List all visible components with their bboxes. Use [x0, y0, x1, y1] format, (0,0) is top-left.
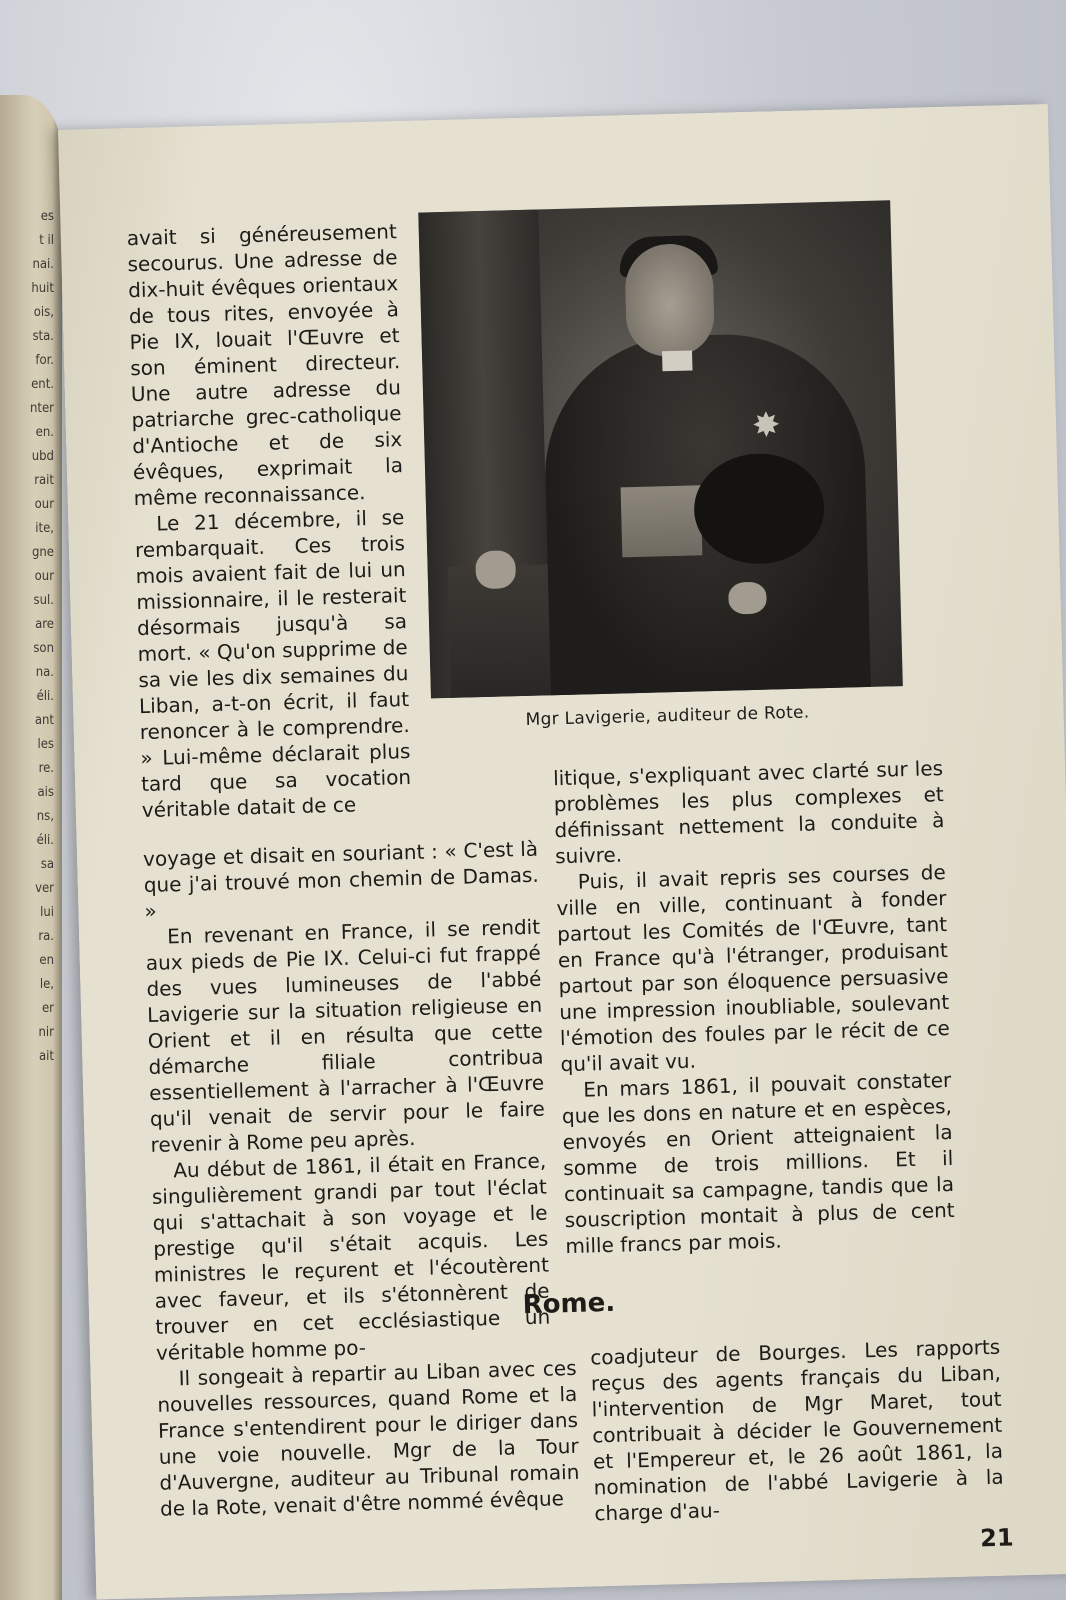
facing-page-edge — [0, 95, 62, 1600]
paragraph: coadjuteur de Bourges. Les rapports reçus des agents français du Liban, l'intervention de Mgr Maret, tout contribuait à décider le Gouvernement et l'Empereur et, le 26 août 1861, la nomination de l'abbé Lavigerie à la charge d'au- — [590, 1334, 1004, 1526]
facing-page-fragment: t il — [39, 233, 54, 248]
paragraph: En revenant en France, il se rendit aux pieds de Pie IX. Celui-ci fut frappé des vues lumineuses de l'abbé Lavigerie sur la situation religieuse en Orient et il en résulta que cette démarche filiale contribua essentiellement à l'arracher à l'Œuvre qu'il venait de servir pour le faire revenir à Rome peu après. — [145, 914, 546, 1157]
photo-hand-right — [728, 582, 767, 615]
facing-page-fragment: ver — [35, 881, 54, 896]
facing-page-fragment: éli. — [36, 833, 54, 848]
facing-page-fragment: ite, — [35, 521, 54, 536]
facing-page-fragment: le, — [39, 977, 54, 992]
photo-caption: Mgr Lavigerie, auditeur de Rote. — [525, 702, 810, 730]
facing-page-text-fragments — [14, 205, 54, 1069]
facing-page-fragment: ubd — [31, 449, 54, 464]
facing-page-fragment: ra. — [38, 929, 54, 944]
facing-page-fragment: sa — [40, 857, 54, 872]
facing-page-fragment: are — [35, 617, 54, 632]
paragraph: Le 21 décembre, il se rembarquait. Ces trois mois avaient fait de lui un missionnaire, il le resterait désormais jusqu'à sa mort. « Qu'on supprime de sa vie les dix semaines du Liban, a-t-on écrit, il faut renoncer à le comprendre. » Lui-même déclarait plus tard que sa vocation véritable datait de ce — [134, 505, 412, 823]
photo-collar — [662, 350, 693, 371]
facing-page-fragment: gne — [31, 545, 54, 560]
facing-page-fragment: en — [39, 953, 54, 968]
facing-page-fragment: re. — [38, 761, 54, 776]
facing-page-fragment: na. — [35, 665, 54, 680]
book-page — [58, 104, 1066, 1599]
facing-page-fragment: éli. — [36, 689, 54, 704]
facing-page-fragment: nir — [38, 1025, 54, 1040]
column-left-top — [127, 218, 413, 823]
facing-page-fragment: les — [37, 737, 54, 752]
section-heading: Rome. — [522, 1287, 616, 1321]
photo-sash — [621, 485, 703, 557]
facing-page-fragment: ait — [39, 1049, 54, 1064]
facing-page-fragment: son — [33, 641, 54, 656]
decoration-star-icon: ✸ — [751, 405, 781, 446]
paragraph: Au début de 1861, il était en France, singulièrement grandi par tout l'éclat qui s'attachait à son voyage et le prestige qu'il s'était acquis. Les ministres le reçurent et l'écoutèrent avec faveur, et ils s'étonnèrent de trouver en cet ecclésiastique un véritable homme po- — [151, 1148, 551, 1365]
facing-page-fragment: for. — [35, 353, 54, 368]
page-number: 21 — [979, 1523, 1014, 1553]
facing-page-fragment: sul. — [33, 593, 54, 608]
facing-page-fragment: our — [34, 497, 54, 512]
facing-page-fragment: ant — [34, 713, 54, 728]
facing-page-fragment: er — [41, 1001, 54, 1016]
paragraph: litique, s'expliquant avec clarté sur les problèmes les plus complexes et définissant nettement la conduite à suivre. — [552, 756, 945, 869]
facing-page-fragment: nai. — [32, 257, 54, 272]
portrait-photo — [418, 200, 903, 698]
facing-page-fragment: our — [34, 569, 54, 584]
column-left-bottom — [143, 836, 551, 1366]
facing-page-fragment: ois, — [33, 305, 54, 320]
photo-figure-head — [624, 243, 715, 357]
facing-page-fragment: nter — [29, 401, 54, 416]
paragraph: En mars 1861, il pouvait constater que les dons en nature et en espèces, envoyés en Orient atteignaient la somme de trois millions. Et il continuait sa campagne, tandis que la souscription montait à plus de cent mille francs par mois. — [561, 1067, 955, 1259]
facing-page-fragment: sta. — [32, 329, 54, 344]
facing-page-fragment: rait — [34, 473, 54, 488]
column-bottom-right — [590, 1334, 1005, 1527]
facing-page-fragment: huit — [31, 281, 54, 296]
facing-page-fragment: es — [40, 209, 54, 224]
paragraph: avait si généreusement secourus. Une adresse de dix-huit évêques orientaux de tous rites, envoyée à Pie IX, louait l'Œuvre et son éminent directeur. Une autre adresse du patriarche grec-catholique d'Antioche et de six évêques, exprimait la même reconnaissance. — [126, 219, 404, 511]
facing-page-fragment: ais — [37, 785, 54, 800]
paragraph: Il songeait à repartir au Liban avec ces nouvelles ressources, quand Rome et la France s'entendirent pour le diriger dans une voie nouvelle. Mgr de la Tour d'Auvergne, auditeur au Tribunal romain de la Rote, venait d'être nommé évêque — [157, 1355, 580, 1521]
column-right — [553, 755, 956, 1259]
facing-page-fragment: lui — [40, 905, 54, 920]
photo-hand-left — [475, 550, 516, 589]
facing-page-fragment: ent. — [31, 377, 54, 392]
paragraph: Puis, il avait repris ses courses de ville en ville, continuant à fonder partout les Comités de l'Œuvre, tant en France qu'à l'étranger, produisant partout par son éloquence persuasive une impression inoubliable, soulevant l'émotion des foules par le récit de ce qu'il avait vu. — [556, 860, 951, 1077]
facing-page-fragment: ns, — [36, 809, 54, 824]
paragraph: voyage et disait en souriant : « C'est là que j'ai trouvé mon chemin de Damas. » — [142, 836, 539, 923]
column-bottom-left — [156, 1355, 580, 1522]
facing-page-fragment: en. — [35, 425, 54, 440]
